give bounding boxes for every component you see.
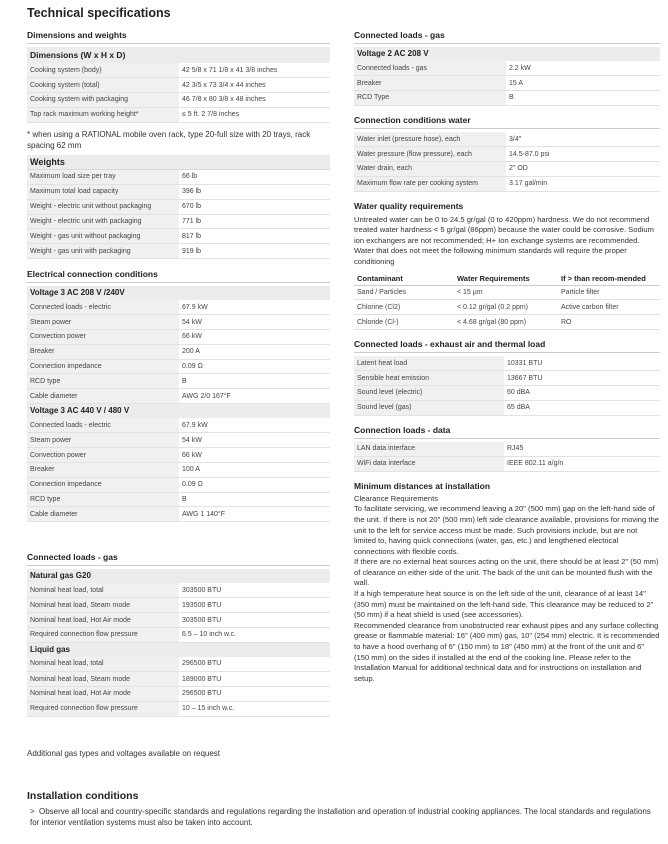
spec-label: Sensible heat emission bbox=[354, 371, 504, 386]
spec-value: 189000 BTU bbox=[179, 672, 330, 687]
spec-row bbox=[354, 176, 660, 191]
spec-label: Maximum total load capacity bbox=[27, 184, 179, 199]
spec-label: Maximum load size per tray bbox=[27, 170, 179, 185]
clearance-subtitle: Clearance Requirements bbox=[354, 493, 438, 503]
spec-label: Convection power bbox=[27, 330, 179, 345]
spec-row bbox=[27, 583, 330, 598]
spec-label: Connected loads - gas bbox=[354, 61, 506, 76]
spec-label: Steam power bbox=[27, 315, 179, 330]
spec-value: 771 lb bbox=[179, 214, 330, 229]
spec-row bbox=[27, 613, 330, 628]
spec-row bbox=[27, 359, 330, 374]
liquid-gas-table bbox=[27, 657, 330, 717]
spec-value: 6.5 – 10 inch w.c. bbox=[179, 628, 330, 643]
spec-value: 66 lb bbox=[179, 170, 330, 185]
spec-row bbox=[354, 61, 660, 76]
installation-body: Observe all local and country-specific standards and regulations regarding the installation and operation of industrial cooking appliances. The local standards and regulations for interior ventilation systems must also be taken into account. bbox=[30, 807, 651, 827]
spec-value: 10331 BTU bbox=[504, 356, 660, 371]
spec-row bbox=[27, 93, 330, 108]
spec-row bbox=[27, 63, 330, 78]
spec-label: RCD type bbox=[27, 492, 179, 507]
wq-action: RO bbox=[558, 315, 660, 330]
spec-value: 15 A bbox=[506, 76, 660, 91]
spec-label: Nominal heat load, total bbox=[27, 657, 179, 672]
exhaust-title: Connected loads - exhaust air and thermal load bbox=[354, 339, 660, 353]
water-quality-title: Water quality requirements bbox=[354, 200, 464, 211]
spec-label: Nominal heat load, Hot Air mode bbox=[27, 686, 179, 701]
clearance-paragraph-4: Recommended clearance from unobstructed rear exhaust pipes and any surface collecting grease or flammable material: 16" (400 mm) gas, 10" (254 mm) electric. It is recommended to have a hood overhang of 6" (150 mm) to 18" (450 mm) at the front of the unit and 6" (150 mm) on the sides if installed at the end of the cooking line. Please refer to the Installation Manual for additional technical data and for instructions on installation and setup. bbox=[354, 620, 660, 683]
spec-value: ≤ 5 ft. 2 7/8 inches bbox=[179, 107, 330, 122]
spec-value: 46 7/8 x 80 3/8 x 48 inches bbox=[179, 93, 330, 108]
dimensions-header: Dimensions (W x H x D) bbox=[27, 47, 330, 63]
spec-row bbox=[27, 418, 330, 433]
left-column bbox=[27, 30, 330, 717]
spec-value: 0.09 Ω bbox=[179, 477, 330, 492]
spec-row bbox=[27, 315, 330, 330]
spec-row bbox=[27, 300, 330, 315]
spec-label: RCD Type bbox=[354, 91, 506, 106]
spec-value: 919 lb bbox=[179, 244, 330, 259]
spec-row bbox=[27, 448, 330, 463]
installation-text bbox=[30, 806, 655, 828]
spec-label: Nominal heat load, Steam mode bbox=[27, 598, 179, 613]
spec-row bbox=[27, 229, 330, 244]
spec-row bbox=[27, 184, 330, 199]
spec-label: Sound level (electric) bbox=[354, 386, 504, 401]
spec-label: Nominal heat load, total bbox=[27, 583, 179, 598]
spec-row bbox=[27, 78, 330, 93]
spec-label: Convection power bbox=[27, 448, 179, 463]
spec-row bbox=[27, 598, 330, 613]
spec-label: LAN data interface bbox=[354, 442, 504, 457]
spec-value: 303500 BTU bbox=[179, 613, 330, 628]
spec-value: IEEE 802.11 a/g/n bbox=[504, 456, 660, 471]
spec-label: Steam power bbox=[27, 433, 179, 448]
spec-label: Water pressure (flow pressure), each bbox=[354, 147, 506, 162]
spec-label: Cable diameter bbox=[27, 389, 179, 404]
data-conn-table bbox=[354, 442, 660, 472]
spec-row bbox=[27, 686, 330, 701]
spec-label: Weight - gas unit with packaging bbox=[27, 244, 179, 259]
spec-value: 3.17 gal/min bbox=[506, 176, 660, 191]
installation-title: Installation conditions bbox=[27, 790, 139, 802]
spec-label: Maximum flow rate per cooking system bbox=[354, 176, 506, 191]
wq-requirement: < 4.68 gr/gal (80 ppm) bbox=[454, 315, 558, 330]
spec-label: Water inlet (pressure hose), each bbox=[354, 132, 506, 147]
spec-value: 66 kW bbox=[179, 330, 330, 345]
spec-value: 2.2 kW bbox=[506, 61, 660, 76]
clearance-paragraph-3: If a high temperature heat source is on the left side of the unit, clearance of at least 14" (350 mm) must be maintained on the left-hand side. This clearance may be reduced to 2" (50 mm) if a heat shield is used (see accessories). bbox=[354, 589, 654, 620]
wq-contaminant: Chlorine (Cl2) bbox=[354, 300, 454, 315]
voltage-2ac-header: Voltage 2 AC 208 V bbox=[354, 47, 660, 61]
weights-header: Weights bbox=[27, 155, 330, 170]
spec-label: Water drain, each bbox=[354, 161, 506, 176]
spec-row bbox=[27, 107, 330, 122]
wq-requirement: < 15 µm bbox=[454, 285, 558, 300]
right-column bbox=[354, 30, 660, 684]
spec-label: Breaker bbox=[27, 462, 179, 477]
gas-electric-table bbox=[354, 61, 660, 106]
spec-row bbox=[27, 672, 330, 687]
spec-value: 54 kW bbox=[179, 315, 330, 330]
spec-row bbox=[27, 374, 330, 389]
spec-row bbox=[354, 132, 660, 147]
spec-label: WiFi data interface bbox=[354, 456, 504, 471]
spec-label: Cable diameter bbox=[27, 507, 179, 522]
voltage-440-header: Voltage 3 AC 440 V / 480 V bbox=[27, 404, 330, 418]
wq-row bbox=[354, 300, 660, 315]
spec-value: 2" OD bbox=[506, 161, 660, 176]
rack-footnote: * when using a RATIONAL mobile oven rack, type 20-full size with 20 trays, rack spacing 62 mm bbox=[27, 129, 311, 150]
wq-action: Particle filter bbox=[558, 285, 660, 300]
wq-action: Active carbon filter bbox=[558, 300, 660, 315]
liquid-gas-header: Liquid gas bbox=[27, 643, 330, 657]
electrical-title: Electrical connection conditions bbox=[27, 269, 330, 283]
spec-value: B bbox=[179, 374, 330, 389]
wq-col-requirement: Water Requirements bbox=[454, 272, 558, 286]
spec-value: 60 dBA bbox=[504, 386, 660, 401]
spec-row bbox=[354, 356, 660, 371]
spec-label: Weight - gas unit without packaging bbox=[27, 229, 179, 244]
spec-label: Connection impedance bbox=[27, 477, 179, 492]
spec-value: 67.9 kW bbox=[179, 300, 330, 315]
water-quality-table bbox=[354, 272, 660, 330]
spec-label: RCD type bbox=[27, 374, 179, 389]
dimensions-weights-title: Dimensions and weights bbox=[27, 30, 330, 44]
wq-requirement: < 0.12 gr/gal (0.2 ppm) bbox=[454, 300, 558, 315]
spec-row bbox=[27, 701, 330, 716]
spec-value: 42 3/5 x 73 3/4 x 44 inches bbox=[179, 78, 330, 93]
availability-note: Additional gas types and voltages available on request bbox=[27, 749, 221, 758]
spec-value: 42 5/8 x 71 1/8 x 41 3/8 inches bbox=[179, 63, 330, 78]
spec-label: Weight - electric unit with packaging bbox=[27, 214, 179, 229]
wq-row bbox=[354, 285, 660, 300]
water-quality-text: Untreated water can be 0 to 24.5 gr/gal (0 to 420ppm) hardness. We do not recommend treated water hardness < 5 gr/gal (86ppm) because the water could be corrosive. Sodium ion exchangers are not recommended; H+ Ion exchange systems are recommended. Water that does not meet the following minimum standards will require the proper conditioning bbox=[354, 214, 654, 266]
spec-label: Connected loads - electric bbox=[27, 418, 179, 433]
spec-row bbox=[27, 244, 330, 259]
spec-value: 0.09 Ω bbox=[179, 359, 330, 374]
spec-row bbox=[27, 214, 330, 229]
spec-value: 67.9 kW bbox=[179, 418, 330, 433]
spec-label: Cooking system with packaging bbox=[27, 93, 179, 108]
spec-label: Sound level (gas) bbox=[354, 400, 504, 415]
spec-row bbox=[354, 442, 660, 457]
spec-value: 100 A bbox=[179, 462, 330, 477]
voltage-208-table bbox=[27, 300, 330, 404]
spec-row bbox=[27, 330, 330, 345]
spec-row bbox=[354, 161, 660, 176]
spec-label: Latent heat load bbox=[354, 356, 504, 371]
spec-value: 396 lb bbox=[179, 184, 330, 199]
wq-col-action: If > than recom-mended bbox=[558, 272, 660, 286]
spec-value: 10 – 15 inch w.c. bbox=[179, 701, 330, 716]
spec-row bbox=[27, 433, 330, 448]
spec-value: AWG 1 140°F bbox=[179, 507, 330, 522]
spec-value: 14.5-87.0 psi bbox=[506, 147, 660, 162]
spec-row bbox=[27, 492, 330, 507]
spec-label: Breaker bbox=[354, 76, 506, 91]
voltage-208-header: Voltage 3 AC 208 V /240V bbox=[27, 286, 330, 300]
spec-row bbox=[27, 199, 330, 214]
spec-value: 13667 BTU bbox=[504, 371, 660, 386]
page-title: Technical specifications bbox=[27, 6, 171, 20]
spec-label: Weight - electric unit without packaging bbox=[27, 199, 179, 214]
spec-label: Required connection flow pressure bbox=[27, 628, 179, 643]
spec-row bbox=[27, 170, 330, 185]
spec-label: Cooking system (body) bbox=[27, 63, 179, 78]
spec-row bbox=[354, 147, 660, 162]
spec-value: RJ45 bbox=[504, 442, 660, 457]
spec-row bbox=[27, 507, 330, 522]
clearance-paragraph-2: If there are no external heat sources acting on the unit, there should be at least 2" (50 mm) of clearance on either side of the unit. The back of the unit can be mounted flush with the wall. bbox=[354, 557, 659, 588]
spec-value: 296500 BTU bbox=[179, 686, 330, 701]
spec-row bbox=[27, 389, 330, 404]
spec-row bbox=[354, 400, 660, 415]
spec-label: Cooking system (total) bbox=[27, 78, 179, 93]
spec-row bbox=[354, 456, 660, 471]
spec-value: 66 kW bbox=[179, 448, 330, 463]
spec-value: AWG 2/0 167°F bbox=[179, 389, 330, 404]
wq-col-contaminant: Contaminant bbox=[354, 272, 454, 286]
spec-row bbox=[354, 386, 660, 401]
spec-label: Required connection flow pressure bbox=[27, 701, 179, 716]
spec-value: 193500 BTU bbox=[179, 598, 330, 613]
gas-loads-title: Connected loads - gas bbox=[27, 552, 330, 566]
spec-label: Nominal heat load, Hot Air mode bbox=[27, 613, 179, 628]
spec-row bbox=[27, 628, 330, 643]
spec-value: 817 lb bbox=[179, 229, 330, 244]
natural-gas-header: Natural gas G20 bbox=[27, 569, 330, 583]
data-conn-title: Connection loads - data bbox=[354, 425, 660, 439]
spec-value: 200 A bbox=[179, 344, 330, 359]
dimensions-table bbox=[27, 63, 330, 123]
wq-contaminant: Sand / Particles bbox=[354, 285, 454, 300]
weights-table bbox=[27, 170, 330, 259]
spec-value: 65 dBA bbox=[504, 400, 660, 415]
voltage-440-table bbox=[27, 418, 330, 522]
spec-row bbox=[354, 91, 660, 106]
water-conditions-table bbox=[354, 132, 660, 192]
spec-value: 3/4" bbox=[506, 132, 660, 147]
spec-value: 670 lb bbox=[179, 199, 330, 214]
bullet-marker: > bbox=[30, 807, 35, 816]
spec-label: Nominal heat load, Steam mode bbox=[27, 672, 179, 687]
clearance-paragraph-1: To facilitate servicing, we recommend leaving a 20" (500 mm) gap on the left-hand side of the unit. If there is not 20" (500 mm) left side clearance available, provisions for moving the unit to the left for service access must be made. Such provisions include, but are not limited to, having quick connections (water, gas, etc.) and lengthened electrical connections with flexible cords. bbox=[354, 504, 659, 556]
spec-row bbox=[27, 344, 330, 359]
min-distances-title: Minimum distances at installation bbox=[354, 480, 491, 491]
spec-value: 303500 BTU bbox=[179, 583, 330, 598]
spec-label: Top rack maximum working height* bbox=[27, 107, 179, 122]
wq-contaminant: Chloride (Cl-) bbox=[354, 315, 454, 330]
spec-row bbox=[354, 76, 660, 91]
spec-row bbox=[354, 371, 660, 386]
wq-row bbox=[354, 315, 660, 330]
gas-loads-right-title: Connected loads - gas bbox=[354, 30, 660, 44]
spec-row bbox=[27, 462, 330, 477]
spec-value: B bbox=[506, 91, 660, 106]
spec-value: B bbox=[179, 492, 330, 507]
spec-label: Connected loads - electric bbox=[27, 300, 179, 315]
natural-gas-table bbox=[27, 583, 330, 643]
exhaust-table bbox=[354, 356, 660, 416]
spec-row bbox=[27, 657, 330, 672]
water-conditions-title: Connection conditions water bbox=[354, 115, 660, 129]
spec-value: 296500 BTU bbox=[179, 657, 330, 672]
spec-value: 54 kW bbox=[179, 433, 330, 448]
spec-row bbox=[27, 477, 330, 492]
spec-label: Connection impedance bbox=[27, 359, 179, 374]
spec-label: Breaker bbox=[27, 344, 179, 359]
